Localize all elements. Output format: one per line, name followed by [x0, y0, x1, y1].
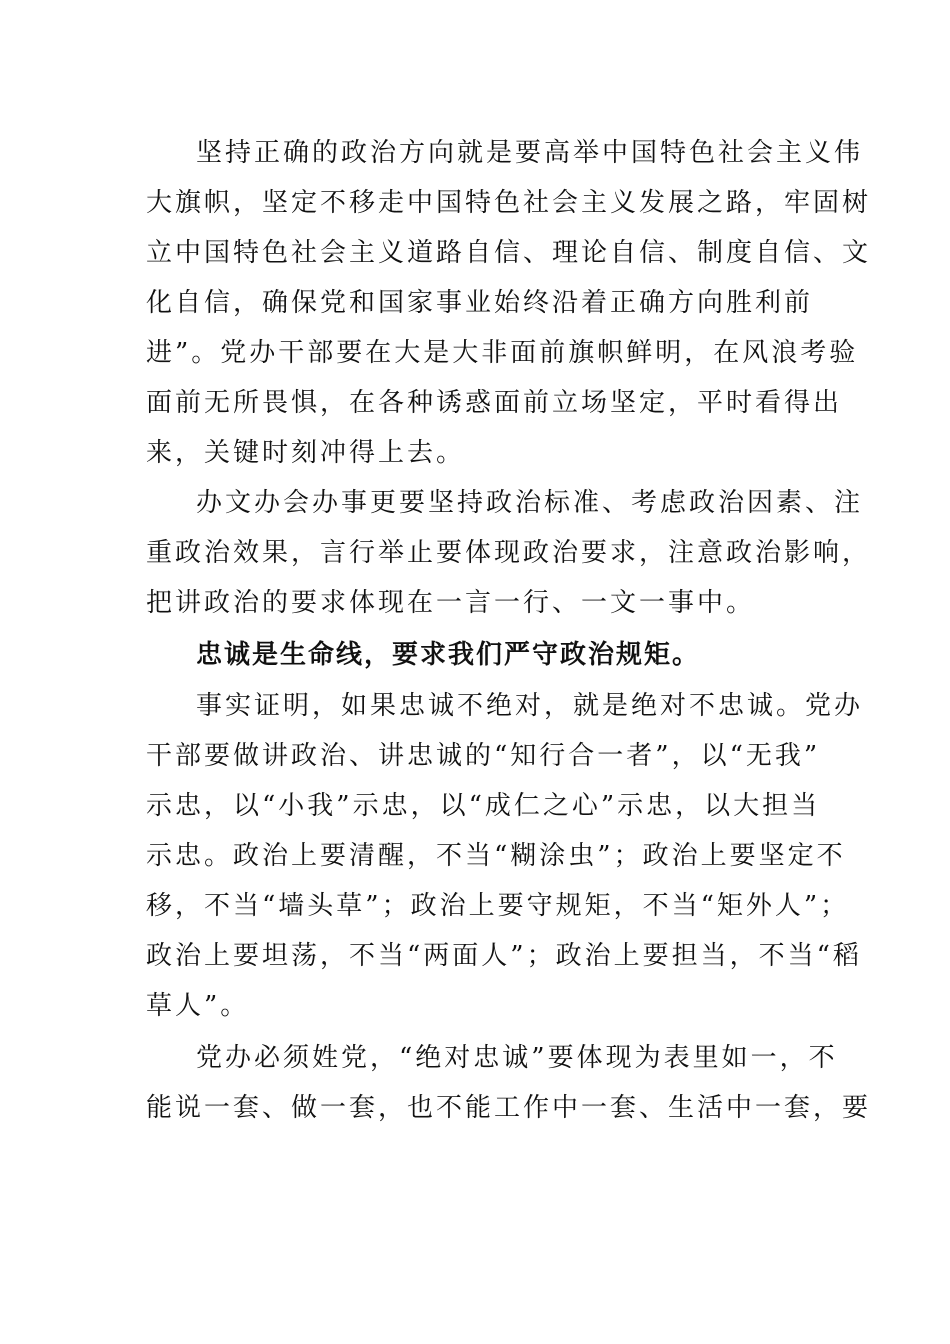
paragraph-2-line-2: 重政治效果，言行举止要体现政治要求，注意政治影响， — [146, 538, 872, 568]
paragraph-3-line-4: 示忠。政治上要清醒，不当“糊涂虫”；政治上要坚定不 — [146, 841, 846, 871]
paragraph-3-line-1: 事实证明，如果忠诚不绝对，就是绝对不忠诚。党办 — [196, 691, 864, 721]
paragraph-3-line-2: 干部要做讲政治、讲忠诚的“知行合一者”，以“无我” — [146, 741, 821, 771]
paragraph-3-line-3: 示忠，以“小我”示忠，以“成仁之心”示忠，以大担当 — [146, 791, 821, 821]
paragraph-4-line-2: 能说一套、做一套，也不能工作中一套、生活中一套，要 — [146, 1093, 872, 1123]
paragraph-3-line-5: 移，不当“墙头草”；政治上要守规矩，不当“矩外人”； — [146, 891, 850, 921]
paragraph-1-line-6: 面前无所畏惧，在各种诱惑面前立场坚定，平时看得出 — [146, 388, 843, 418]
paragraph-3-line-6: 政治上要坦荡，不当“两面人”；政治上要担当，不当“稻 — [146, 941, 862, 971]
paragraph-2-line-1: 办文办会办事更要坚持政治标准、考虑政治因素、注 — [196, 488, 864, 518]
paragraph-1-line-4: 化自信，确保党和国家事业始终沿着正确方向胜利前 — [146, 288, 814, 318]
paragraph-1-line-7: 来，关键时刻冲得上去。 — [146, 438, 466, 468]
paragraph-3-line-7: 草人”。 — [146, 991, 250, 1021]
section-heading: 忠诚是生命线，要求我们严守政治规矩。 — [196, 640, 701, 670]
paragraph-1-line-5: 进”。党办干部要在大是大非面前旗帜鲜明，在风浪考验 — [146, 338, 859, 368]
paragraph-1-line-1: 坚持正确的政治方向就是要高举中国特色社会主义伟 — [196, 138, 864, 168]
paragraph-2-line-3: 把讲政治的要求体现在一言一行、一文一事中。 — [146, 588, 756, 618]
paragraph-1-line-3: 立中国特色社会主义道路自信、理论自信、制度自信、文 — [146, 238, 872, 268]
paragraph-4-line-1: 党办必须姓党，“绝对忠诚”要体现为表里如一，不 — [196, 1043, 838, 1073]
paragraph-1-line-2: 大旗帜，坚定不移走中国特色社会主义发展之路，牢固树 — [146, 188, 872, 218]
